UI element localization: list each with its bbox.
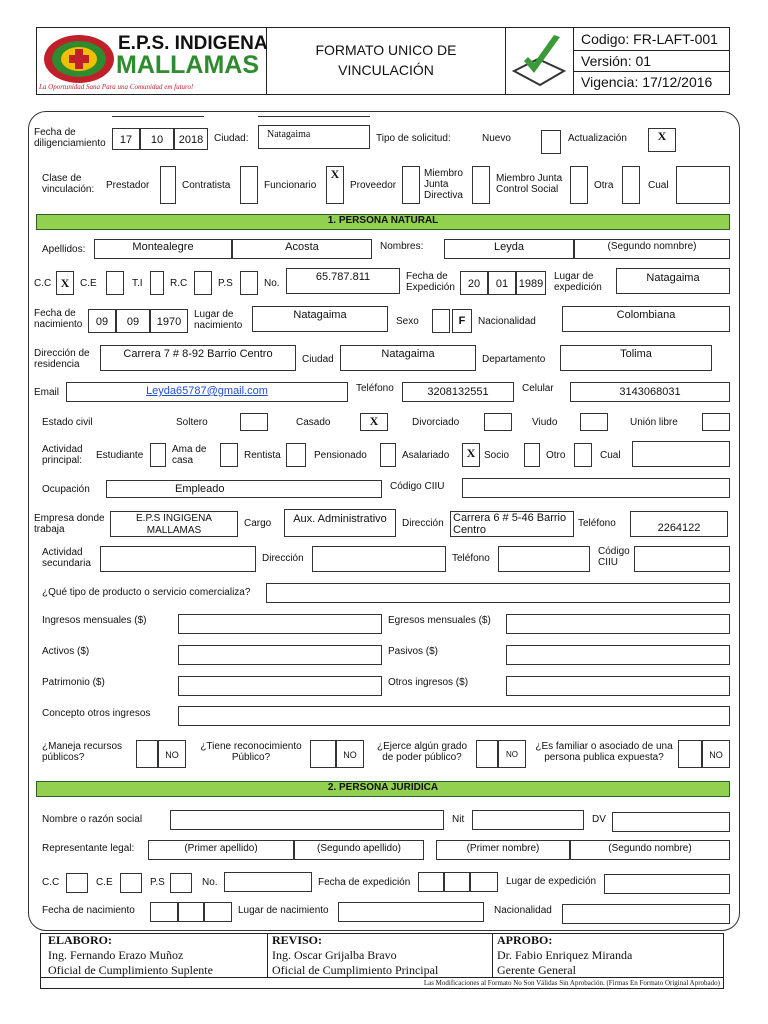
empresa-label: Empresa donde trabaja (34, 513, 105, 535)
producto-label: ¿Qué tipo de producto o servicio comercializa? (42, 587, 251, 598)
jur-lugar-exp-field[interactable] (604, 874, 730, 894)
jur-nacionalidad-field[interactable] (562, 904, 730, 924)
jur-lugar-nac-label: Lugar de nacimiento (238, 905, 329, 916)
patrimonio-label: Patrimonio ($) (42, 677, 105, 688)
q4-yes-box[interactable] (678, 740, 702, 768)
ciudad-res-field[interactable]: Natagaima (340, 345, 476, 371)
depto-label: Departamento (482, 354, 546, 365)
nit-label: Nit (452, 814, 465, 825)
fnac-dia[interactable]: 09 (88, 309, 116, 333)
nombres-label: Nombres: (380, 241, 424, 252)
egresos-label: Egresos mensuales ($) (388, 615, 491, 626)
miembro-junta-checkbox[interactable] (472, 166, 490, 204)
concepto-label: Concepto otros ingresos (42, 708, 151, 719)
header-divider (573, 27, 574, 95)
q1-yes-box[interactable] (136, 740, 158, 768)
ocupacion-label: Ocupación (42, 484, 90, 495)
empresa-field[interactable]: E.P.S INGIGENA MALLAMAS (110, 511, 238, 537)
jur-ce-checkbox[interactable] (120, 873, 142, 893)
checkmark-icon (510, 31, 568, 91)
cual-label: Cual (648, 180, 669, 191)
act-sec-field[interactable] (100, 546, 256, 572)
emp-dir-field[interactable]: Carrera 6 # 5-46 Barrio Centro (450, 511, 574, 537)
q4-no-box[interactable]: NO (702, 740, 730, 768)
ps-label: P.S (218, 278, 233, 289)
header-divider (505, 27, 506, 95)
otros-ingresos-field[interactable] (506, 676, 730, 696)
ama-label: Ama de casa (172, 444, 207, 466)
mallamas-logo-icon (42, 33, 116, 85)
form-title-line2: VINCULACIÓN (338, 62, 434, 78)
approval-divider (267, 933, 268, 978)
fexp-anio[interactable]: 1989 (516, 271, 546, 295)
ciiu-field[interactable] (462, 478, 730, 498)
dv-label: DV (592, 814, 606, 825)
email-label: Email (34, 387, 60, 398)
fecha-anio[interactable]: 2018 (174, 128, 208, 150)
act-sec-dir-label: Dirección (262, 553, 304, 564)
reviso-block (272, 933, 438, 978)
header-divider (573, 50, 730, 51)
ingresos-field[interactable] (178, 614, 382, 634)
section-persona-natural: 1. PERSONA NATURAL (36, 214, 730, 230)
contratista-label: Contratista (182, 180, 231, 191)
miembro-control-label: Miembro Junta Control Social (496, 173, 563, 195)
viudo-label: Viudo (532, 417, 558, 428)
nacionalidad-label: Nacionalidad (478, 316, 536, 327)
elaboro-role: Oficial de Cumplimiento Suplente (48, 963, 213, 977)
act-sec-ciiu-field[interactable] (634, 546, 730, 572)
jur-fnac-label: Fecha de nacimiento (42, 905, 135, 916)
jur-cc-label: C.C (42, 877, 60, 888)
nombre2-field[interactable]: (Segundo nomnbre) (574, 239, 730, 259)
sexo-label: Sexo (396, 316, 419, 327)
cargo-label: Cargo (244, 518, 272, 529)
otro-checkbox[interactable] (574, 443, 592, 467)
fecha-mes[interactable]: 10 (140, 128, 174, 150)
pensionado-label: Pensionado (314, 450, 367, 461)
q3-no-box[interactable]: NO (498, 740, 526, 768)
logo-line1: E.P.S. INDIGENA (118, 33, 268, 54)
reviso-title: REVISO: (272, 933, 323, 947)
top-lines (258, 116, 370, 117)
depto-field[interactable]: Tolima (560, 345, 712, 371)
proveedor-checkbox[interactable] (402, 166, 420, 204)
socio-label: Socio (484, 450, 510, 461)
ps-checkbox[interactable] (240, 271, 258, 295)
proveedor-label: Proveedor (350, 180, 397, 191)
header-divider (573, 71, 730, 72)
union-checkbox[interactable] (702, 413, 730, 431)
footer-note: Las Modificaciones al Formato No Son Válidas Sin Aprobación. (Firmas En Formato Original Aprobado) (423, 979, 720, 987)
section-persona-juridica: 2. PERSONA JURIDICA (36, 781, 730, 797)
pasivos-field[interactable] (506, 645, 730, 665)
cel-label: Celular (522, 383, 554, 394)
estado-label: Estado civil (42, 417, 93, 428)
socio-checkbox[interactable] (524, 443, 540, 467)
apellido1-field[interactable]: Montealegre (94, 239, 232, 259)
cc-checkbox[interactable]: X (56, 271, 74, 295)
reviso-name: Ing. Oscar Grijalba Bravo (272, 948, 397, 962)
jur-fexp-label: Fecha de expedición (318, 877, 411, 888)
q3-yes-box[interactable] (476, 740, 498, 768)
nuevo-checkbox[interactable] (541, 130, 561, 154)
q4-label: ¿Es familiar o asociado de una persona publica expuesta? (535, 741, 673, 763)
actualizacion-label: Actualización (568, 133, 627, 144)
fecha-dia[interactable]: 17 (112, 128, 140, 150)
egresos-field[interactable] (506, 614, 730, 634)
fnac-label: Fecha de nacimiento (34, 308, 83, 330)
actividad-label: Actividad principal: (42, 444, 83, 466)
emp-tel-label: Teléfono (578, 518, 616, 529)
prestador-checkbox[interactable] (160, 166, 176, 204)
rentista-label: Rentista (244, 450, 281, 461)
funcionario-checkbox[interactable]: X (326, 166, 344, 204)
ama-checkbox[interactable] (220, 443, 238, 467)
q2-label: ¿Tiene reconocimiento Público? (200, 741, 302, 763)
pasivos-label: Pasivos ($) (388, 646, 439, 657)
nuevo-label: Nuevo (482, 133, 511, 144)
q2-yes-box[interactable] (310, 740, 336, 768)
jur-no-label: No. (202, 877, 218, 888)
fnac-mes[interactable]: 09 (116, 309, 150, 333)
top-lines (112, 116, 204, 117)
cual-act-label: Cual (600, 450, 621, 461)
aprobo-title: APROBO: (497, 933, 553, 947)
activos-field[interactable] (178, 645, 382, 665)
cel-field[interactable]: 3143068031 (570, 382, 730, 402)
form-title (267, 40, 505, 80)
rep-segundo-nombre[interactable]: (Segundo nombre) (570, 840, 730, 860)
clase-label: Clase de vinculación: (42, 173, 95, 195)
ciiu-label: Código CIIU (390, 481, 445, 492)
jur-lugar-exp-label: Lugar de expedición (506, 876, 597, 887)
otra-label: Otra (594, 180, 614, 191)
asalariado-checkbox[interactable]: X (462, 443, 480, 467)
ocupacion-field[interactable]: Empleado (106, 480, 382, 498)
contratista-checkbox[interactable] (240, 166, 258, 204)
jur-ps-label: P.S (150, 877, 165, 888)
approval-divider (492, 933, 493, 978)
jur-fexp-dia[interactable] (418, 872, 444, 892)
activos-label: Activos ($) (42, 646, 90, 657)
jur-no-field[interactable] (224, 872, 312, 892)
documento-field[interactable]: 65.787.811 (286, 268, 400, 294)
viudo-checkbox[interactable] (580, 413, 608, 431)
jur-nacionalidad-label: Nacionalidad (494, 905, 552, 916)
aprobo-role: Gerente General (497, 963, 576, 977)
emp-tel-field[interactable]: 2264122 (630, 511, 728, 537)
otra-checkbox[interactable] (622, 166, 640, 204)
jur-lugar-nac-field[interactable] (338, 902, 484, 922)
no-label: No. (264, 278, 280, 289)
act-sec-label: Actividad secundaria (42, 547, 91, 569)
elaboro-name: Ing. Fernando Erazo Muñoz (48, 948, 184, 962)
rentista-checkbox[interactable] (286, 443, 306, 467)
fexp-mes[interactable]: 01 (488, 271, 516, 295)
dir-field[interactable]: Carrera 7 # 8-92 Barrio Centro (100, 345, 296, 371)
logo-line2: MALLAMAS (116, 51, 260, 79)
cual-field[interactable] (676, 166, 730, 204)
cargo-field[interactable]: Aux. Administrativo (284, 509, 396, 537)
aprobo-block (497, 933, 632, 978)
estudiante-checkbox[interactable] (150, 443, 166, 467)
actualizacion-checkbox[interactable]: X (648, 128, 676, 152)
estudiante-label: Estudiante (96, 450, 144, 461)
jur-fnac-mes[interactable] (178, 902, 204, 922)
lugar-nac-field[interactable]: Natagaima (252, 306, 388, 332)
ti-checkbox[interactable] (150, 271, 164, 295)
jur-ps-checkbox[interactable] (170, 873, 192, 893)
cc-label: C.C (34, 278, 52, 289)
sexo-box-m[interactable] (432, 309, 450, 333)
nit-field[interactable] (472, 810, 584, 830)
lugar-exp-label: Lugar de expedición (554, 271, 602, 293)
ce-label: C.E (80, 278, 97, 289)
dv-field[interactable] (612, 812, 730, 832)
divorciado-label: Divorciado (412, 417, 460, 428)
jur-fexp-mes[interactable] (444, 872, 470, 892)
apellidos-label: Apellidos: (42, 244, 86, 255)
fecha-label: Fecha de diligenciamiento (34, 127, 106, 149)
q3-label: ¿Ejerce algún grado de poder público? (376, 741, 468, 763)
jur-fnac-anio[interactable] (204, 902, 232, 922)
q2-no-box[interactable]: NO (336, 740, 364, 768)
vigencia: Vigencia: 17/12/2016 (581, 74, 713, 90)
q1-label: ¿Maneja recursos públicos? (42, 741, 123, 763)
prestador-label: Prestador (106, 180, 150, 191)
q1-no-box[interactable]: NO (158, 740, 186, 768)
rc-checkbox[interactable] (194, 271, 212, 295)
ciudad-res-label: Ciudad (302, 354, 334, 365)
rc-label: R.C (170, 278, 188, 289)
ce-checkbox[interactable] (106, 271, 124, 295)
razon-label: Nombre o razón social (42, 814, 143, 825)
producto-field[interactable] (266, 583, 730, 603)
lugar-nac-label: Lugar de nacimiento (194, 309, 243, 331)
razon-field[interactable] (170, 810, 444, 830)
rep-segundo-apellido[interactable]: (Segundo apellido) (294, 840, 424, 860)
sexo-box-f[interactable]: F (452, 309, 472, 333)
patrimonio-field[interactable] (178, 676, 382, 696)
lugar-exp-field[interactable]: Natagaima (616, 268, 730, 294)
version: Versión: 01 (581, 53, 652, 69)
act-sec-tel-field[interactable] (498, 546, 590, 572)
control-checkbox[interactable] (570, 166, 588, 204)
rep-primer-apellido[interactable]: (Primer apellido) (148, 840, 294, 860)
jur-fnac-dia[interactable] (150, 902, 178, 922)
tel-label: Teléfono (356, 383, 394, 394)
aprobo-name: Dr. Fabio Enriquez Miranda (497, 948, 633, 962)
cual-act-field[interactable] (632, 441, 730, 467)
divorciado-checkbox[interactable] (484, 413, 512, 431)
apellido2-field[interactable]: Acosta (232, 239, 372, 259)
email-field[interactable]: Leyda65787@gmail.com (66, 382, 348, 402)
ciudad-label: Ciudad: (214, 133, 249, 144)
otro-label: Otro (546, 450, 566, 461)
act-sec-tel-label: Teléfono (452, 553, 490, 564)
jur-fexp-anio[interactable] (470, 872, 498, 892)
otros-ingresos-label: Otros ingresos ($) (388, 677, 469, 688)
ingresos-label: Ingresos mensuales ($) (42, 615, 147, 626)
form-title-line1: FORMATO UNICO DE (315, 42, 457, 58)
casado-label: Casado (296, 417, 331, 428)
casado-checkbox[interactable]: X (360, 413, 388, 431)
ciudad-field[interactable]: Natagaima (258, 125, 370, 149)
rep-label: Representante legal: (42, 843, 135, 854)
tipo-label: Tipo de solicitud: (376, 133, 451, 144)
logo-slogan: La Oportunidad Sana Para una Comunidad em futuro! (39, 83, 194, 91)
dir-label: Dirección de residencia (34, 348, 90, 370)
fexp-dia[interactable]: 20 (460, 271, 488, 295)
tel-field[interactable]: 3208132551 (402, 382, 514, 402)
jur-cc-checkbox[interactable] (66, 873, 88, 893)
fnac-anio[interactable]: 1970 (150, 309, 188, 333)
soltero-label: Soltero (176, 417, 208, 428)
rep-primer-nombre[interactable]: (Primer nombre) (436, 840, 570, 860)
fexp-label: Fecha de Expedición (406, 271, 455, 293)
concepto-field[interactable] (178, 706, 730, 726)
elaboro-title: ELABORO: (48, 933, 113, 947)
nombre1-field[interactable]: Leyda (444, 239, 574, 259)
act-sec-ciiu-label: Código CIIU (598, 546, 630, 568)
ti-label: T.I (132, 278, 143, 289)
asalariado-label: Asalariado (402, 450, 450, 461)
soltero-checkbox[interactable] (240, 413, 268, 431)
jur-ce-label: C.E (96, 877, 113, 888)
miembro-junta-label: Miembro Junta Directiva (424, 168, 463, 201)
pensionado-checkbox[interactable] (380, 443, 396, 467)
union-label: Unión libre (630, 417, 678, 428)
emp-dir-label: Dirección (402, 518, 444, 529)
elaboro-block (48, 933, 213, 978)
nacionalidad-field[interactable]: Colombiana (562, 306, 730, 332)
reviso-role: Oficial de Cumplimiento Principal (272, 963, 439, 977)
act-sec-dir-field[interactable] (312, 546, 446, 572)
funcionario-label: Funcionario (264, 180, 317, 191)
codigo: Codigo: FR-LAFT-001 (581, 31, 718, 47)
